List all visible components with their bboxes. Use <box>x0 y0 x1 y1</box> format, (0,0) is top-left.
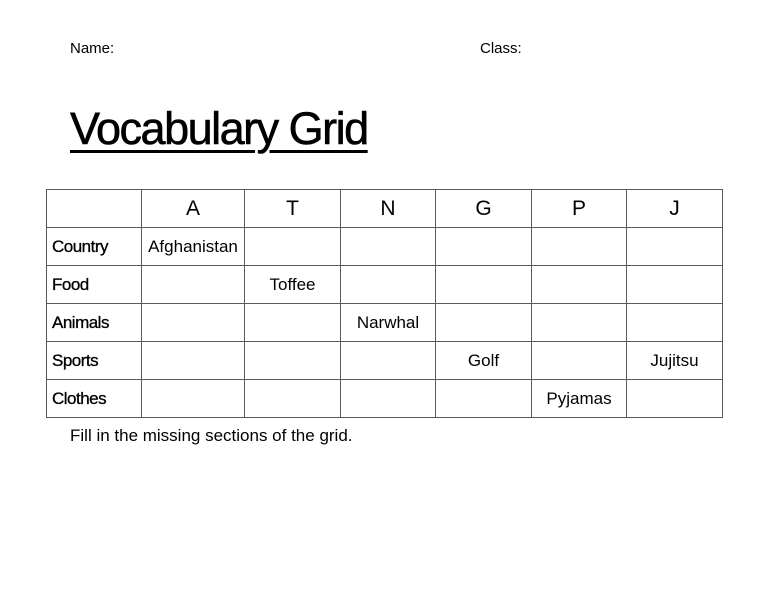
name-label: Name: <box>70 40 115 57</box>
grid-cell[interactable] <box>142 304 245 342</box>
grid-cell[interactable]: Jujitsu <box>627 342 723 380</box>
grid-cell[interactable]: Narwhal <box>341 304 436 342</box>
grid-row-food <box>47 266 723 304</box>
row-label-country: Country <box>47 228 142 266</box>
grid-cell[interactable] <box>341 380 436 418</box>
grid-cell[interactable] <box>245 228 341 266</box>
grid-cell[interactable] <box>436 304 532 342</box>
grid-row-animals <box>47 304 723 342</box>
vocabulary-grid <box>46 189 723 418</box>
grid-cell[interactable] <box>627 228 723 266</box>
grid-cell[interactable] <box>436 228 532 266</box>
page-title: Vocabulary Grid <box>70 103 368 154</box>
grid-cell[interactable]: Afghanistan <box>142 228 245 266</box>
grid-row-country <box>47 228 723 266</box>
grid-cell[interactable]: Pyjamas <box>532 380 627 418</box>
column-header-t: T <box>245 190 341 228</box>
column-header-n: N <box>341 190 436 228</box>
row-label-food: Food <box>47 266 142 304</box>
grid-cell[interactable] <box>436 380 532 418</box>
grid-cell[interactable] <box>532 266 627 304</box>
grid-cell[interactable] <box>142 266 245 304</box>
grid-cell[interactable] <box>142 342 245 380</box>
grid-cell[interactable]: Toffee <box>245 266 341 304</box>
grid-cell[interactable] <box>245 304 341 342</box>
grid-corner-cell <box>47 190 142 228</box>
row-label-animals: Animals <box>47 304 142 342</box>
grid-cell[interactable] <box>532 304 627 342</box>
grid-cell[interactable] <box>627 380 723 418</box>
grid-cell[interactable] <box>341 342 436 380</box>
grid-cell[interactable] <box>142 380 245 418</box>
grid-cell[interactable] <box>436 266 532 304</box>
grid-cell[interactable] <box>532 228 627 266</box>
grid-cell[interactable] <box>245 380 341 418</box>
row-label-clothes: Clothes <box>47 380 142 418</box>
class-label: Class: <box>480 40 522 57</box>
grid-header-row <box>47 190 723 228</box>
row-label-sports: Sports <box>47 342 142 380</box>
grid-cell[interactable] <box>341 228 436 266</box>
grid-cell[interactable] <box>627 304 723 342</box>
column-header-g: G <box>436 190 532 228</box>
column-header-p: P <box>532 190 627 228</box>
grid-cell[interactable]: Golf <box>436 342 532 380</box>
grid-row-clothes <box>47 380 723 418</box>
grid-cell[interactable] <box>245 342 341 380</box>
instruction-text: Fill in the missing sections of the grid. <box>70 426 353 445</box>
column-header-j: J <box>627 190 723 228</box>
column-header-a: A <box>142 190 245 228</box>
grid-cell[interactable] <box>341 266 436 304</box>
grid-row-sports <box>47 342 723 380</box>
grid-cell[interactable] <box>532 342 627 380</box>
grid-cell[interactable] <box>627 266 723 304</box>
